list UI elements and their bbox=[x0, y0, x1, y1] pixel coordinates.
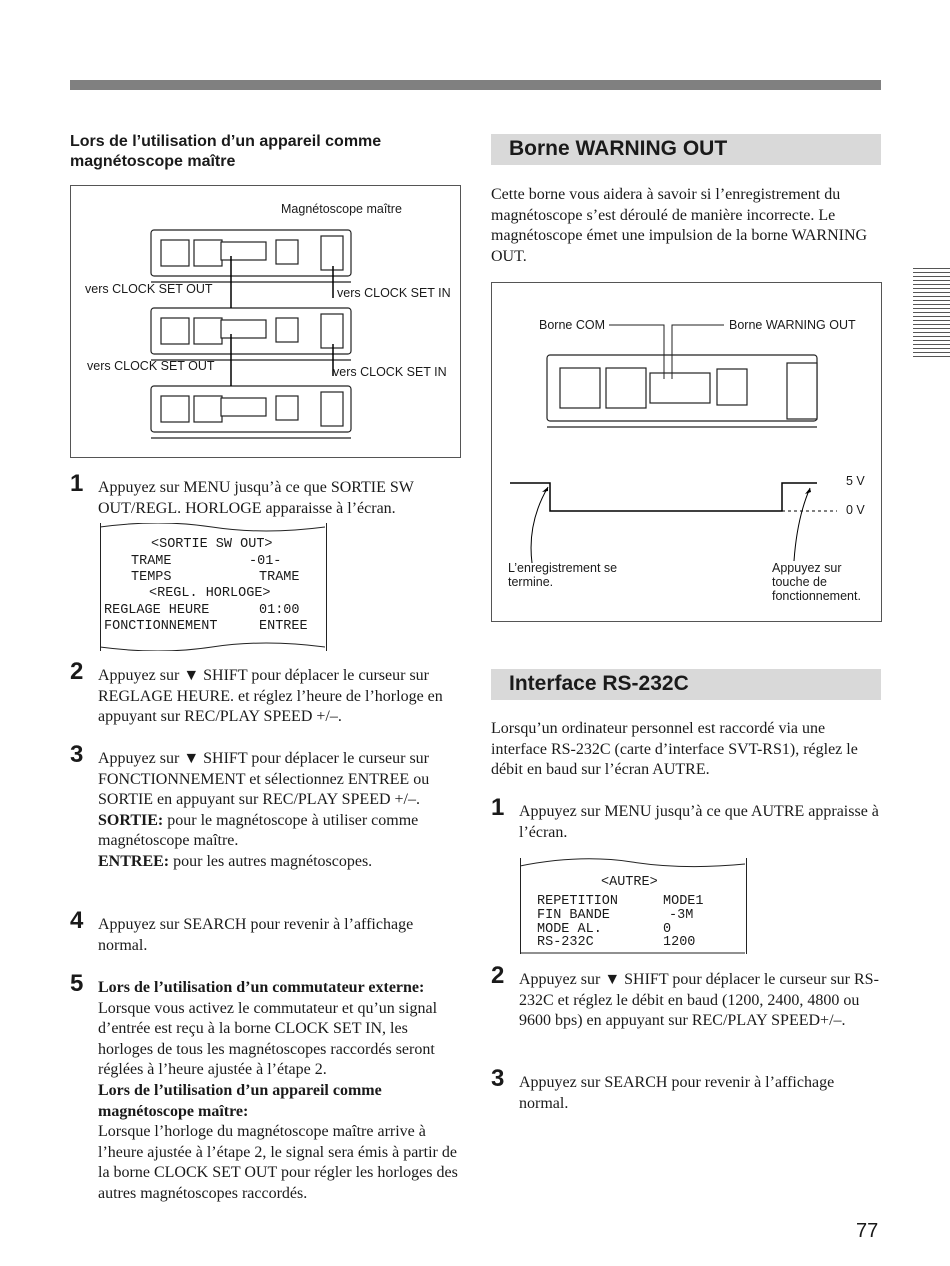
osd-line: FIN BANDE bbox=[537, 908, 610, 923]
sortie-text: pour le magnétoscope à utiliser comme magnétoscope maître. bbox=[98, 811, 419, 850]
osd-value: 01:00 bbox=[259, 603, 300, 618]
right-note-line-3: fonctionnement. bbox=[772, 589, 861, 603]
in-label-1: vers CLOCK SET IN bbox=[337, 286, 451, 300]
left-heading: Lors de l’utilisation d’un appareil comme magnétoscope maître bbox=[70, 133, 382, 170]
left-note-line-2: termine. bbox=[508, 575, 554, 589]
right-note-line-1: Appuyez sur bbox=[772, 561, 842, 575]
osd-line: TRAME bbox=[131, 554, 172, 569]
section-title: Borne WARNING OUT bbox=[509, 137, 728, 160]
page-number: 77 bbox=[856, 1220, 879, 1242]
step-text: Appuyez sur MENU jusqu’à ce que AUTRE appraisse à l’écran. bbox=[519, 803, 879, 841]
entree-label: ENTREE: bbox=[98, 852, 170, 870]
step-text: Appuyez sur ▼ SHIFT pour déplacer le curseur sur REGLAGE HEURE. et réglez l’heure de l’horloge en appuyant sur REC/PLAY SPEED +/–. bbox=[98, 667, 443, 726]
right-step-3 bbox=[491, 1065, 881, 1114]
warning-out-diagram bbox=[491, 282, 882, 622]
step-text: Appuyez sur SEARCH pour revenir à l’affichage normal. bbox=[98, 916, 414, 954]
right-step-2 bbox=[491, 962, 881, 1032]
step-number: 4 bbox=[70, 907, 84, 934]
osd-sortie-screen bbox=[100, 523, 327, 651]
zero-volt-label: 0 V bbox=[846, 503, 865, 517]
section-warning-out-header bbox=[491, 134, 881, 165]
osd-autre-screen bbox=[520, 858, 747, 954]
step-text: Appuyez sur MENU jusqu’à ce que SORTIE SW OUT/REGL. HORLOGE apparaisse à l’écran. bbox=[98, 479, 414, 517]
osd-line: <AUTRE> bbox=[601, 875, 658, 890]
osd-line: RS-232C bbox=[537, 935, 594, 950]
osd-line: FONCTIONNEMENT bbox=[104, 619, 218, 634]
borne-warning-label: Borne WARNING OUT bbox=[729, 318, 856, 332]
vcr-stack-illustration bbox=[71, 186, 460, 457]
step5-heading-2: Lors de l’utilisation d’un appareil comme magnétoscope maître: bbox=[98, 1081, 382, 1120]
left-note-line-1: L’enregistrement se bbox=[508, 561, 618, 575]
step-number: 3 bbox=[491, 1065, 505, 1092]
osd-line: MODE AL. bbox=[537, 922, 602, 937]
osd-value: -01- bbox=[249, 554, 282, 569]
step5-heading: Lors de l’utilisation d’un commutateur externe: bbox=[98, 979, 425, 996]
step-number: 1 bbox=[70, 470, 84, 497]
osd-value: 0 bbox=[663, 922, 672, 937]
step-number: 2 bbox=[70, 658, 84, 685]
step-number: 1 bbox=[491, 794, 505, 821]
section-rs232c-header bbox=[491, 669, 881, 700]
osd-value: MODE1 bbox=[663, 894, 704, 909]
rs232c-paragraph: Lorsqu’un ordinateur personnel est raccordé via une interface RS-232C (carte d’interface SVT-RS1), réglez le débit en baud sur l’écran AUTRE. bbox=[491, 720, 858, 779]
master-vcr-diagram bbox=[70, 185, 461, 458]
step-number: 5 bbox=[70, 970, 84, 997]
right-note-line-2: touche de bbox=[772, 575, 827, 589]
left-step-4 bbox=[70, 907, 463, 956]
step-number: 2 bbox=[491, 962, 505, 989]
entree-text: pour les autres magnétoscopes. bbox=[169, 852, 373, 870]
step-number: 3 bbox=[70, 741, 84, 768]
step-text: Appuyez sur ▼ SHIFT pour déplacer le curseur sur RS-232C et réglez le débit en baud (1200, 2400, 4800 ou 9600 bps) en appuyant sur REC/PLAY SPEED+/–. bbox=[519, 971, 879, 1030]
osd-value: ENTREE bbox=[259, 619, 308, 634]
osd-line: REGLAGE HEURE bbox=[104, 603, 210, 618]
left-step-2 bbox=[70, 658, 463, 728]
step-text: Lorsque vous activez le commutateur et qu’un signal d’entrée est reçu à la borne CLOCK SET IN, les horloges de tous les magnétoscopes raccordés seront réglées à l’heure ajustée à l’étape 2. bbox=[98, 999, 438, 1079]
warning-out-paragraph: Cette borne vous aidera à savoir si l’enregistrement du magnétoscope s’est déroulé de manière incorrecte. Le magnétoscope émet une impulsion de la borne WARNING OUT. bbox=[491, 186, 868, 265]
top-rule bbox=[70, 80, 881, 90]
out-label-2: vers CLOCK SET OUT bbox=[87, 359, 215, 373]
borne-com-label: Borne COM bbox=[539, 318, 605, 332]
step-text: Appuyez sur SEARCH pour revenir à l’affichage normal. bbox=[519, 1074, 835, 1112]
master-label: Magnétoscope maître bbox=[281, 202, 402, 216]
step-text: Lorsque l’horloge du magnétoscope maître arrive à l’heure ajustée à l’étape 2, le signal sera émis à partir de la borne CLOCK SET OUT pour régler les horloges des autres magnétoscopes raccordés. bbox=[98, 1123, 458, 1202]
osd-value: TRAME bbox=[259, 570, 300, 585]
right-step-1 bbox=[491, 794, 879, 843]
osd-line: REPETITION bbox=[537, 894, 619, 909]
five-volt-label: 5 V bbox=[846, 474, 865, 488]
sortie-label: SORTIE: bbox=[98, 811, 164, 829]
side-index-tab bbox=[913, 268, 950, 360]
osd-line: TEMPS bbox=[131, 570, 172, 585]
osd-value: -3M bbox=[669, 908, 694, 923]
step-text: Appuyez sur ▼ SHIFT pour déplacer le curseur sur FONCTIONNEMENT et sélectionnez ENTREE ou SORTIE en appuyant sur REC/PLAY SPEED +/–. bbox=[98, 750, 430, 809]
osd-value: 1200 bbox=[663, 935, 696, 950]
left-step-3 bbox=[70, 741, 463, 873]
osd-line: <REGL. HORLOGE> bbox=[149, 586, 271, 601]
section-title: Interface RS-232C bbox=[509, 672, 689, 695]
left-step-5 bbox=[70, 970, 463, 1205]
osd-line: <SORTIE SW OUT> bbox=[151, 537, 273, 552]
in-label-2: vers CLOCK SET IN bbox=[333, 365, 447, 379]
left-step-1 bbox=[70, 470, 463, 519]
out-label-1: vers CLOCK SET OUT bbox=[85, 282, 213, 296]
